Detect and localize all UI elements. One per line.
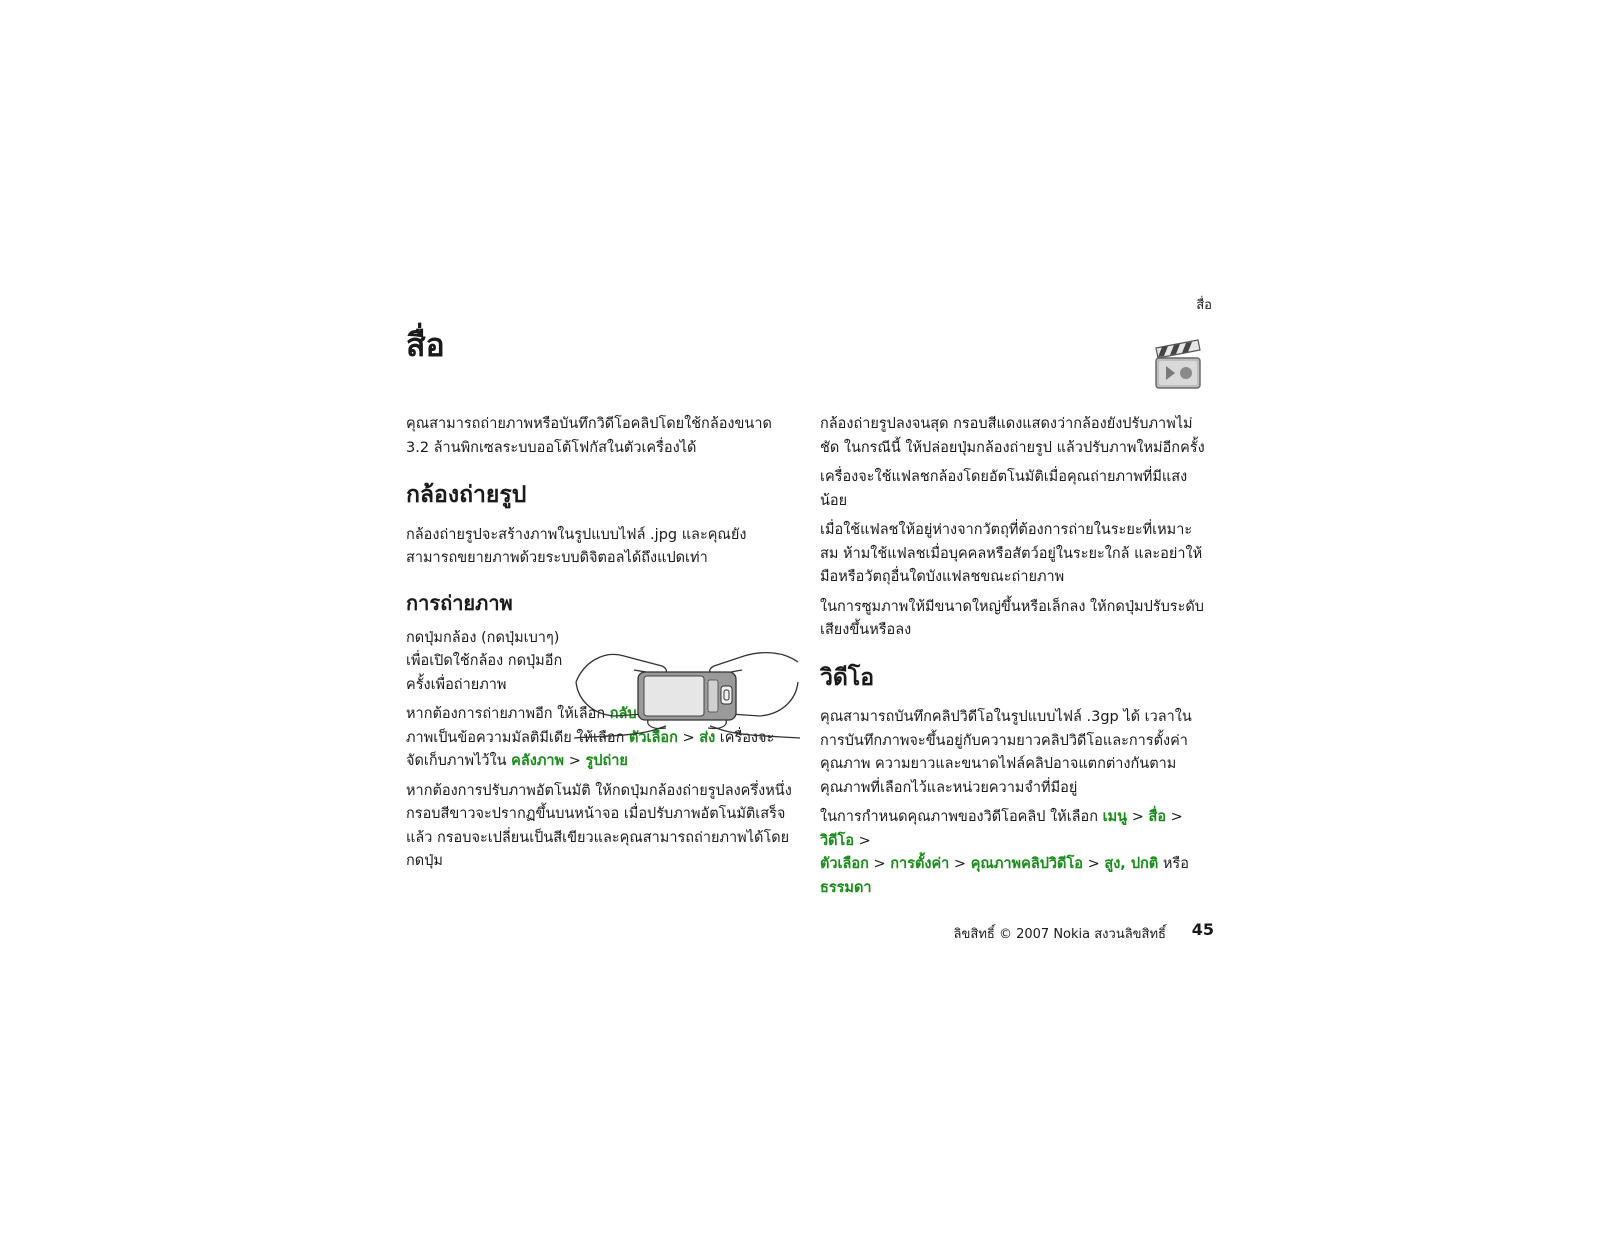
- autofocus-paragraph: หากต้องการปรับภาพอัตโนมัติ ให้กดปุ่มกล้องถ่ายรูปลงครึ่งหนึ่ง กรอบสีขาวจะปรากฏขึ้นบนหน้าจอ เมื่อปรับภาพอัตโนมัติเสร็จแล้ว กรอบจะเปลี่ยนเป็นสีเขียวและคุณสามารถถ่ายภาพได้โดยกดปุ่ม: [406, 782, 792, 870]
- text: ในการกำหนดคุณภาพของวิดีโอคลิป ให้เลือก: [820, 809, 1103, 826]
- settings-menu-path: การตั้งค่า: [890, 856, 950, 873]
- path-separator: >: [868, 856, 891, 873]
- text: หากต้องการถ่ายภาพอีก ให้เลือก: [406, 706, 610, 723]
- path-separator: >: [1127, 809, 1149, 826]
- autofocus-continued-paragraph: กล้องถ่ายรูปลงจนสุด กรอบสีแดงแสดงว่ากล้องยังปรับภาพไม่ชัด ในกรณีนี้ ให้ปล่อยปุ่มกล้องถ่ายรูป แล้วปรับภาพใหม่อีกครั้ง: [820, 416, 1205, 456]
- menu-path: เมนู: [1102, 809, 1128, 826]
- clapperboard-media-icon: [1150, 336, 1206, 392]
- video-heading: วิดีโอ: [820, 664, 875, 691]
- right-column: [820, 413, 1210, 906]
- path-separator: >: [854, 832, 871, 849]
- chapter-title: สื่อ: [406, 326, 445, 364]
- video-paragraph: คุณสามารถบันทึกคลิปวิดีโอในรูปแบบไฟล์ .3gp ได้ เวลาในการบันทึกภาพจะขึ้นอยู่กับความยาวคลิปวิดีโอและการตั้งค่าคุณภาพ ความยาวและขนาดไฟล์คลิปอาจแตกต่างกันตามคุณภาพที่เลือกไว้และหน่วยความจำที่มีอยู่: [820, 709, 1192, 796]
- options-menu-path: ตัวเลือก: [628, 729, 678, 746]
- video-menu-path: วิดีโอ: [820, 832, 855, 849]
- text: เครื่องจะ: [715, 729, 775, 746]
- text: ภาพเป็นข้อความมัลติมีเดีย ให้เลือก: [406, 729, 629, 746]
- path-separator: >: [949, 856, 971, 873]
- zoom-paragraph: ในการซูมภาพให้มีขนาดใหญ่ขึ้นหรือเล็กลง ให้กดปุ่มปรับระดับเสียงขึ้นหรือลง: [820, 598, 1204, 638]
- gallery-menu-path: คลังภาพ: [511, 753, 565, 770]
- running-head: สื่อ: [1196, 298, 1212, 313]
- path-separator: >: [677, 729, 700, 746]
- copyright-notice: ลิขสิทธิ์ © 2007 Nokia สงวนลิขสิทธิ์: [953, 927, 1166, 942]
- quality-values: สูง, ปกติ: [1104, 856, 1159, 873]
- video-quality-paragraph: [820, 806, 1210, 900]
- media-menu-path: สื่อ: [1148, 809, 1167, 826]
- send-menu-path: ส่ง: [699, 729, 716, 746]
- camera-heading: กล้องถ่ายรูป: [406, 482, 527, 508]
- path-separator: >: [1082, 856, 1105, 873]
- path-separator: >: [1166, 809, 1183, 826]
- photos-menu-path: รูปถ่าย: [585, 753, 628, 770]
- options-menu-path: ตัวเลือก: [820, 856, 869, 873]
- hands-holding-phone-icon: [574, 642, 800, 742]
- text: จัดเก็บภาพไว้ใน: [406, 753, 512, 770]
- flash-safety-paragraph: เมื่อใช้แฟลชให้อยู่ห่างจากวัตถุที่ต้องการถ่ายในระยะที่เหมาะสม ห้ามใช้แฟลชเมื่อบุคคลหรือสัตว์อยู่ในระยะใกล้ และอย่าให้มือหรือวัตถุอื่นใดบังแฟลชขณะถ่ายภาพ: [820, 522, 1203, 585]
- page-number: 45: [1191, 920, 1214, 939]
- text: หรือ: [1158, 856, 1189, 873]
- photo-heading: การถ่ายภาพ: [406, 590, 513, 615]
- path-separator: >: [564, 753, 586, 770]
- photo-instruction-paragraph: กดปุ่มกล้อง (กดปุ่มเบาๆ) เพื่อเปิดใช้กล้อง กดปุ่มอีกครั้งเพื่อถ่ายภาพ: [406, 629, 563, 693]
- camera-paragraph: กล้องถ่ายรูปจะสร้างภาพในรูปแบบไฟล์ .jpg และคุณยังสามารถขยายภาพด้วยระบบดิจิตอลได้ถึงแปดเท่า: [406, 526, 747, 567]
- clip-quality-menu-path: คุณภาพคลิปวิดีโอ: [970, 856, 1083, 873]
- basic-quality-value: ธรรมดา: [820, 879, 872, 896]
- flash-paragraph: เครื่องจะใช้แฟลชกล้องโดยอัตโนมัติเมื่อคุณถ่ายภาพที่มีแสงน้อย: [820, 469, 1188, 509]
- intro-paragraph: คุณสามารถถ่ายภาพหรือบันทึกวิดีโอคลิปโดยใช้กล้องขนาด 3.2 ล้านพิกเซลระบบออโต้โฟกัสในตัวเครื่องได้: [406, 416, 772, 456]
- back-option: กลับ: [609, 706, 637, 723]
